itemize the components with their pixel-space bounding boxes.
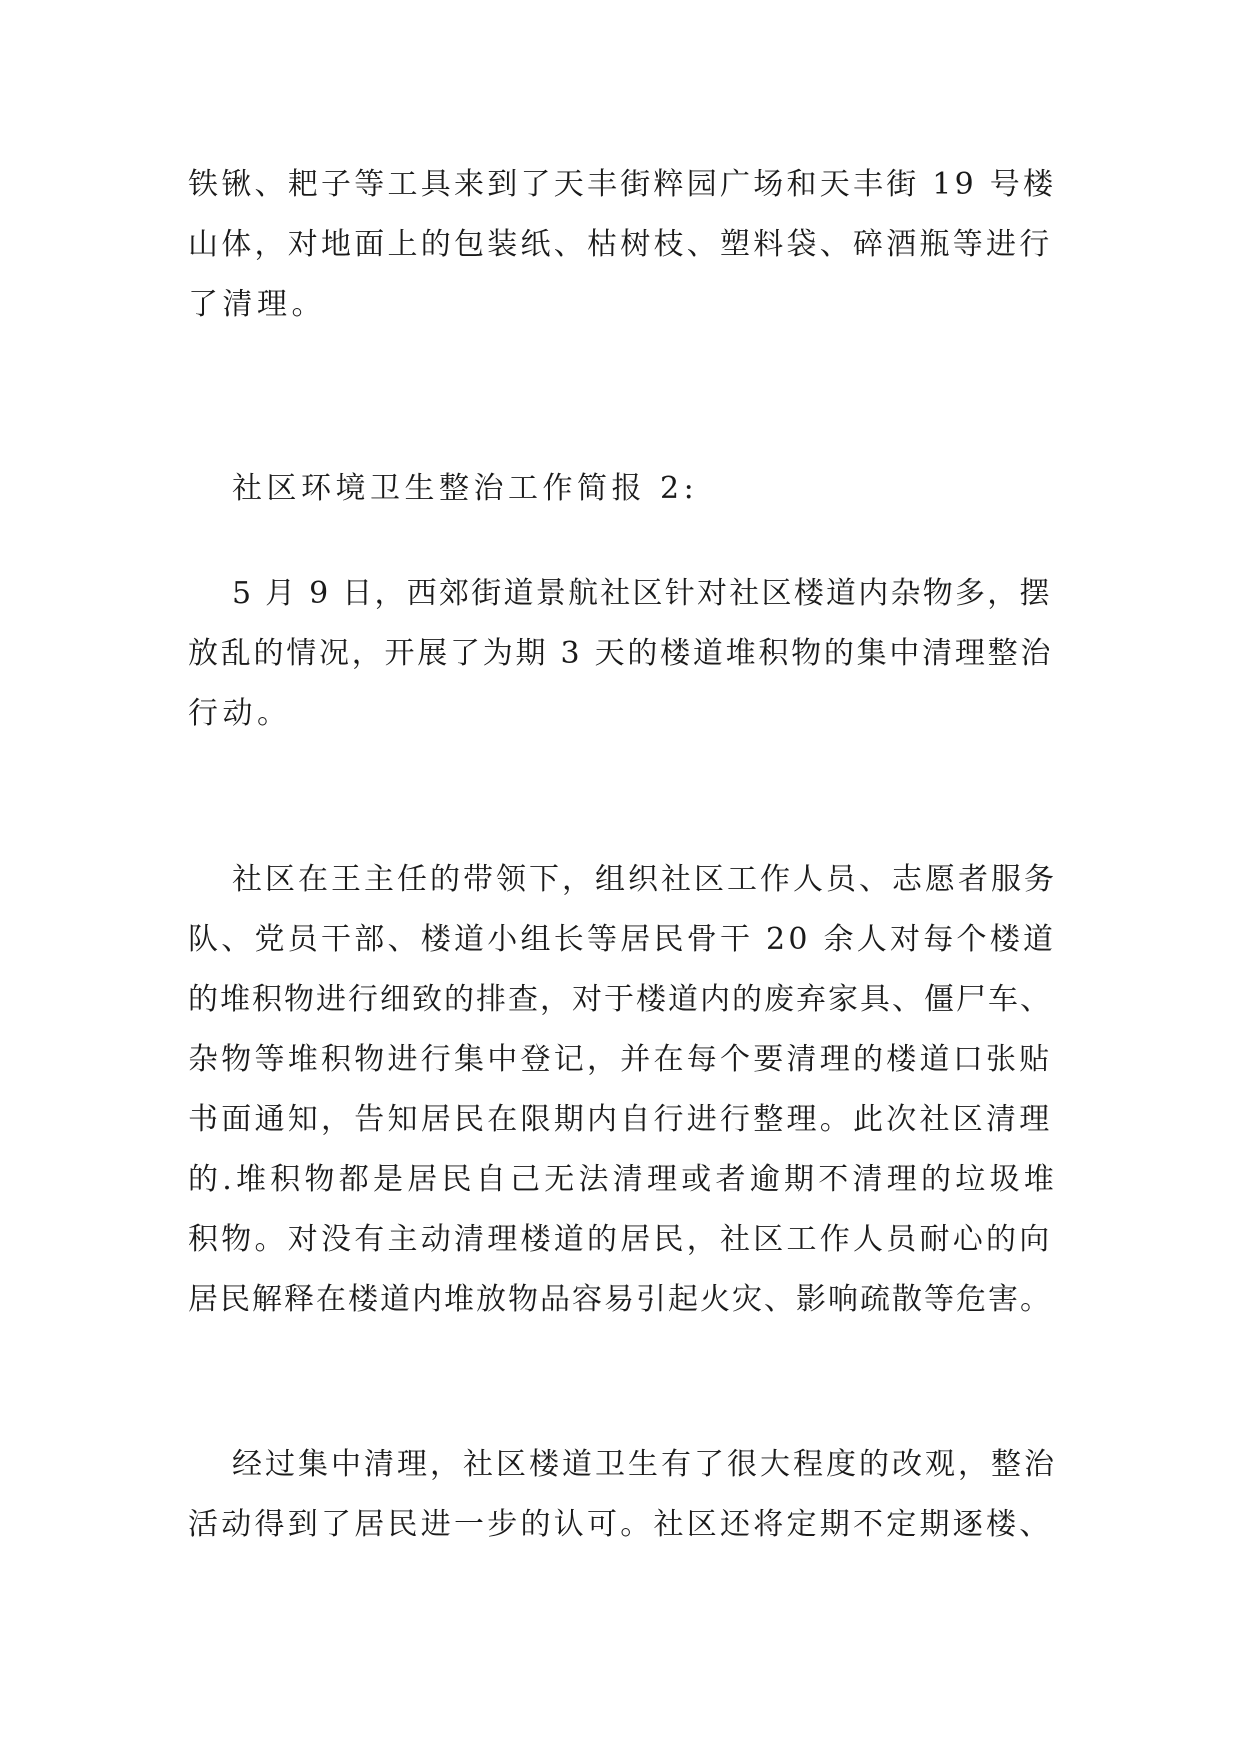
paragraph-3-line-7: 积物。对没有主动清理楼道的居民，社区工作人员耐心的向 [188, 1222, 1053, 1257]
paragraph-4-line-2: 活动得到了居民进一步的认可。社区还将定期不定期逐楼、 [188, 1507, 1053, 1542]
paragraph-1-line-2: 山体，对地面上的包装纸、枯树枝、塑料袋、碎酒瓶等进行 [188, 227, 1053, 262]
paragraph-3-line-5: 书面通知，告知居民在限期内自行进行整理。此次社区清理 [188, 1102, 1053, 1137]
paragraph-3-line-1: 社区在王主任的带领下，组织社区工作人员、志愿者服务 [232, 862, 1057, 897]
paragraph-3-line-4: 杂物等堆积物进行集中登记，并在每个要清理的楼道口张贴 [188, 1042, 1053, 1077]
paragraph-2-line-2: 放乱的情况，开展了为期 3 天的楼道堆积物的集中清理整治 [188, 636, 1054, 671]
paragraph-3-line-3: 的堆积物进行细致的排查，对于楼道内的废弃家具、僵尸车、 [188, 982, 1052, 1017]
paragraph-1-line-1: 铁锹、耙子等工具来到了天丰街粹园广场和天丰街 19 号楼 [188, 167, 1057, 202]
paragraph-3-line-2: 队、党员干部、楼道小组长等居民骨干 20 余人对每个楼道 [188, 922, 1057, 957]
paragraph-2-line-1: 5 月 9 日，西郊街道景航社区针对社区楼道内杂物多，摆 [232, 576, 1052, 611]
section-heading: 社区环境卫生整治工作简报 2: [232, 471, 699, 506]
paragraph-4-line-1: 经过集中清理，社区楼道卫生有了很大程度的改观，整治 [232, 1447, 1057, 1482]
paragraph-2-line-3: 行动。 [188, 696, 292, 731]
paragraph-1-line-3: 了清理。 [188, 287, 326, 322]
paragraph-3-line-8: 居民解释在楼道内堆放物品容易引起火灾、影响疏散等危害。 [188, 1282, 1052, 1317]
paragraph-3-line-6: 的.堆积物都是居民自己无法清理或者逾期不清理的垃圾堆 [188, 1162, 1059, 1197]
